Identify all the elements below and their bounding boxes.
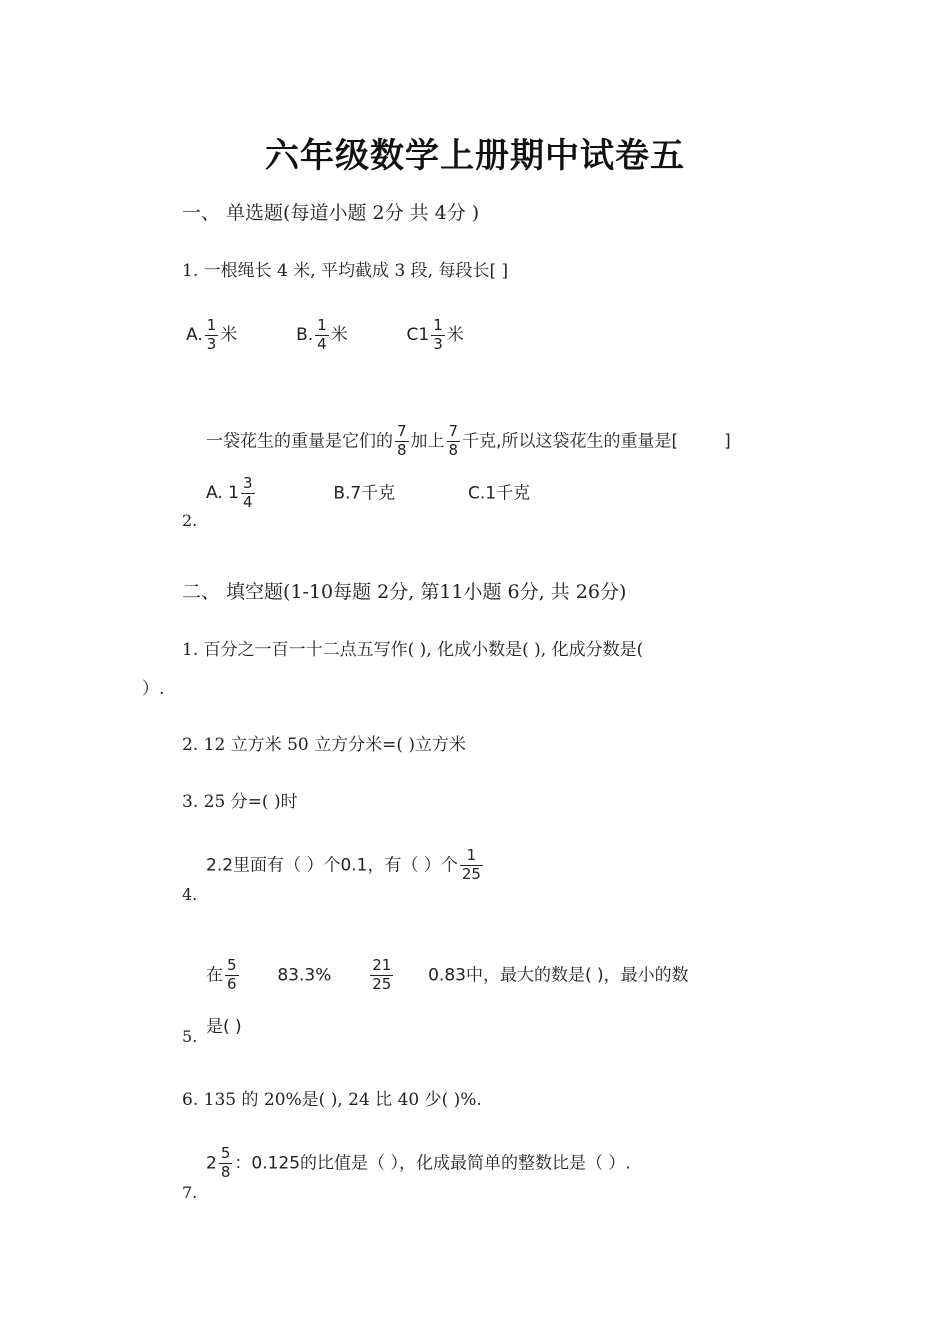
page-title: 六年级数学上册期中试卷五 (265, 136, 685, 176)
option-c: C1 $\frac{1}{3}$ 米 (406, 316, 464, 353)
question-2-1-line1: 1. 百分之一百一十二点五写作( ), 化成小数是( ), 化成分数是( (182, 640, 644, 660)
question-2-2: 2. 12 立方米 50 立方分米=( )立方米 (182, 735, 467, 755)
question-2-4-text: 2.2里面有（ ）个0.1，有（ ）个 $\frac{1}{25}$ (206, 846, 481, 883)
question-1-1-options (186, 318, 464, 353)
question-2-6: 6. 135 的 20%是( ), 24 比 40 少( )%. (182, 1090, 482, 1110)
option-b: B.7千克 (333, 483, 396, 504)
option-a: A. $\frac{1}{3}$ 米 (186, 316, 238, 353)
section-1-heading: 一、 单选题(每道小题 2分 共 4分 ) (182, 202, 480, 224)
question-2-3: 3. 25 分=( )时 (182, 792, 298, 812)
option-b: B. $\frac{1}{4}$ 米 (296, 316, 348, 353)
question-2-5-line2: 是( ) (206, 1017, 242, 1037)
question-2-7-number: 7. (182, 1183, 198, 1202)
section-2-heading: 二、 填空题(1-10每题 2分, 第11小题 6分, 共 26分) (182, 581, 627, 603)
question-2-5-number: 5. (182, 1027, 198, 1046)
question-1-1-text: 1. 一根绳长 4 米, 平均截成 3 段, 每段长[ ] (182, 261, 509, 281)
option-a: A. 1 $\frac{3}{4}$ (206, 474, 253, 511)
question-1-2-options (206, 476, 530, 511)
question-2-7-text: 2 $\frac{5}{8}$ ：0.125的比值是（ ），化成最简单的整数比是（ ）. (206, 1144, 631, 1181)
question-2-1-line2: ）. (142, 679, 165, 699)
question-1-2-text: 一袋花生的重量是它们的 $\frac{7}{8}$ 加上 $\frac{7}{8}$ 千克,所以这袋花生的重量是[ ] (206, 422, 731, 459)
question-1-2-number: 2. (182, 511, 198, 530)
question-2-4-number: 4. (182, 885, 198, 904)
question-2-5-text: 在 $\frac{5}{6}$ 83.3% $\frac{21}{25}$ 0.83中，最大的数是( )，最小的数 (206, 956, 689, 993)
option-c: C.1千克 (468, 483, 531, 504)
